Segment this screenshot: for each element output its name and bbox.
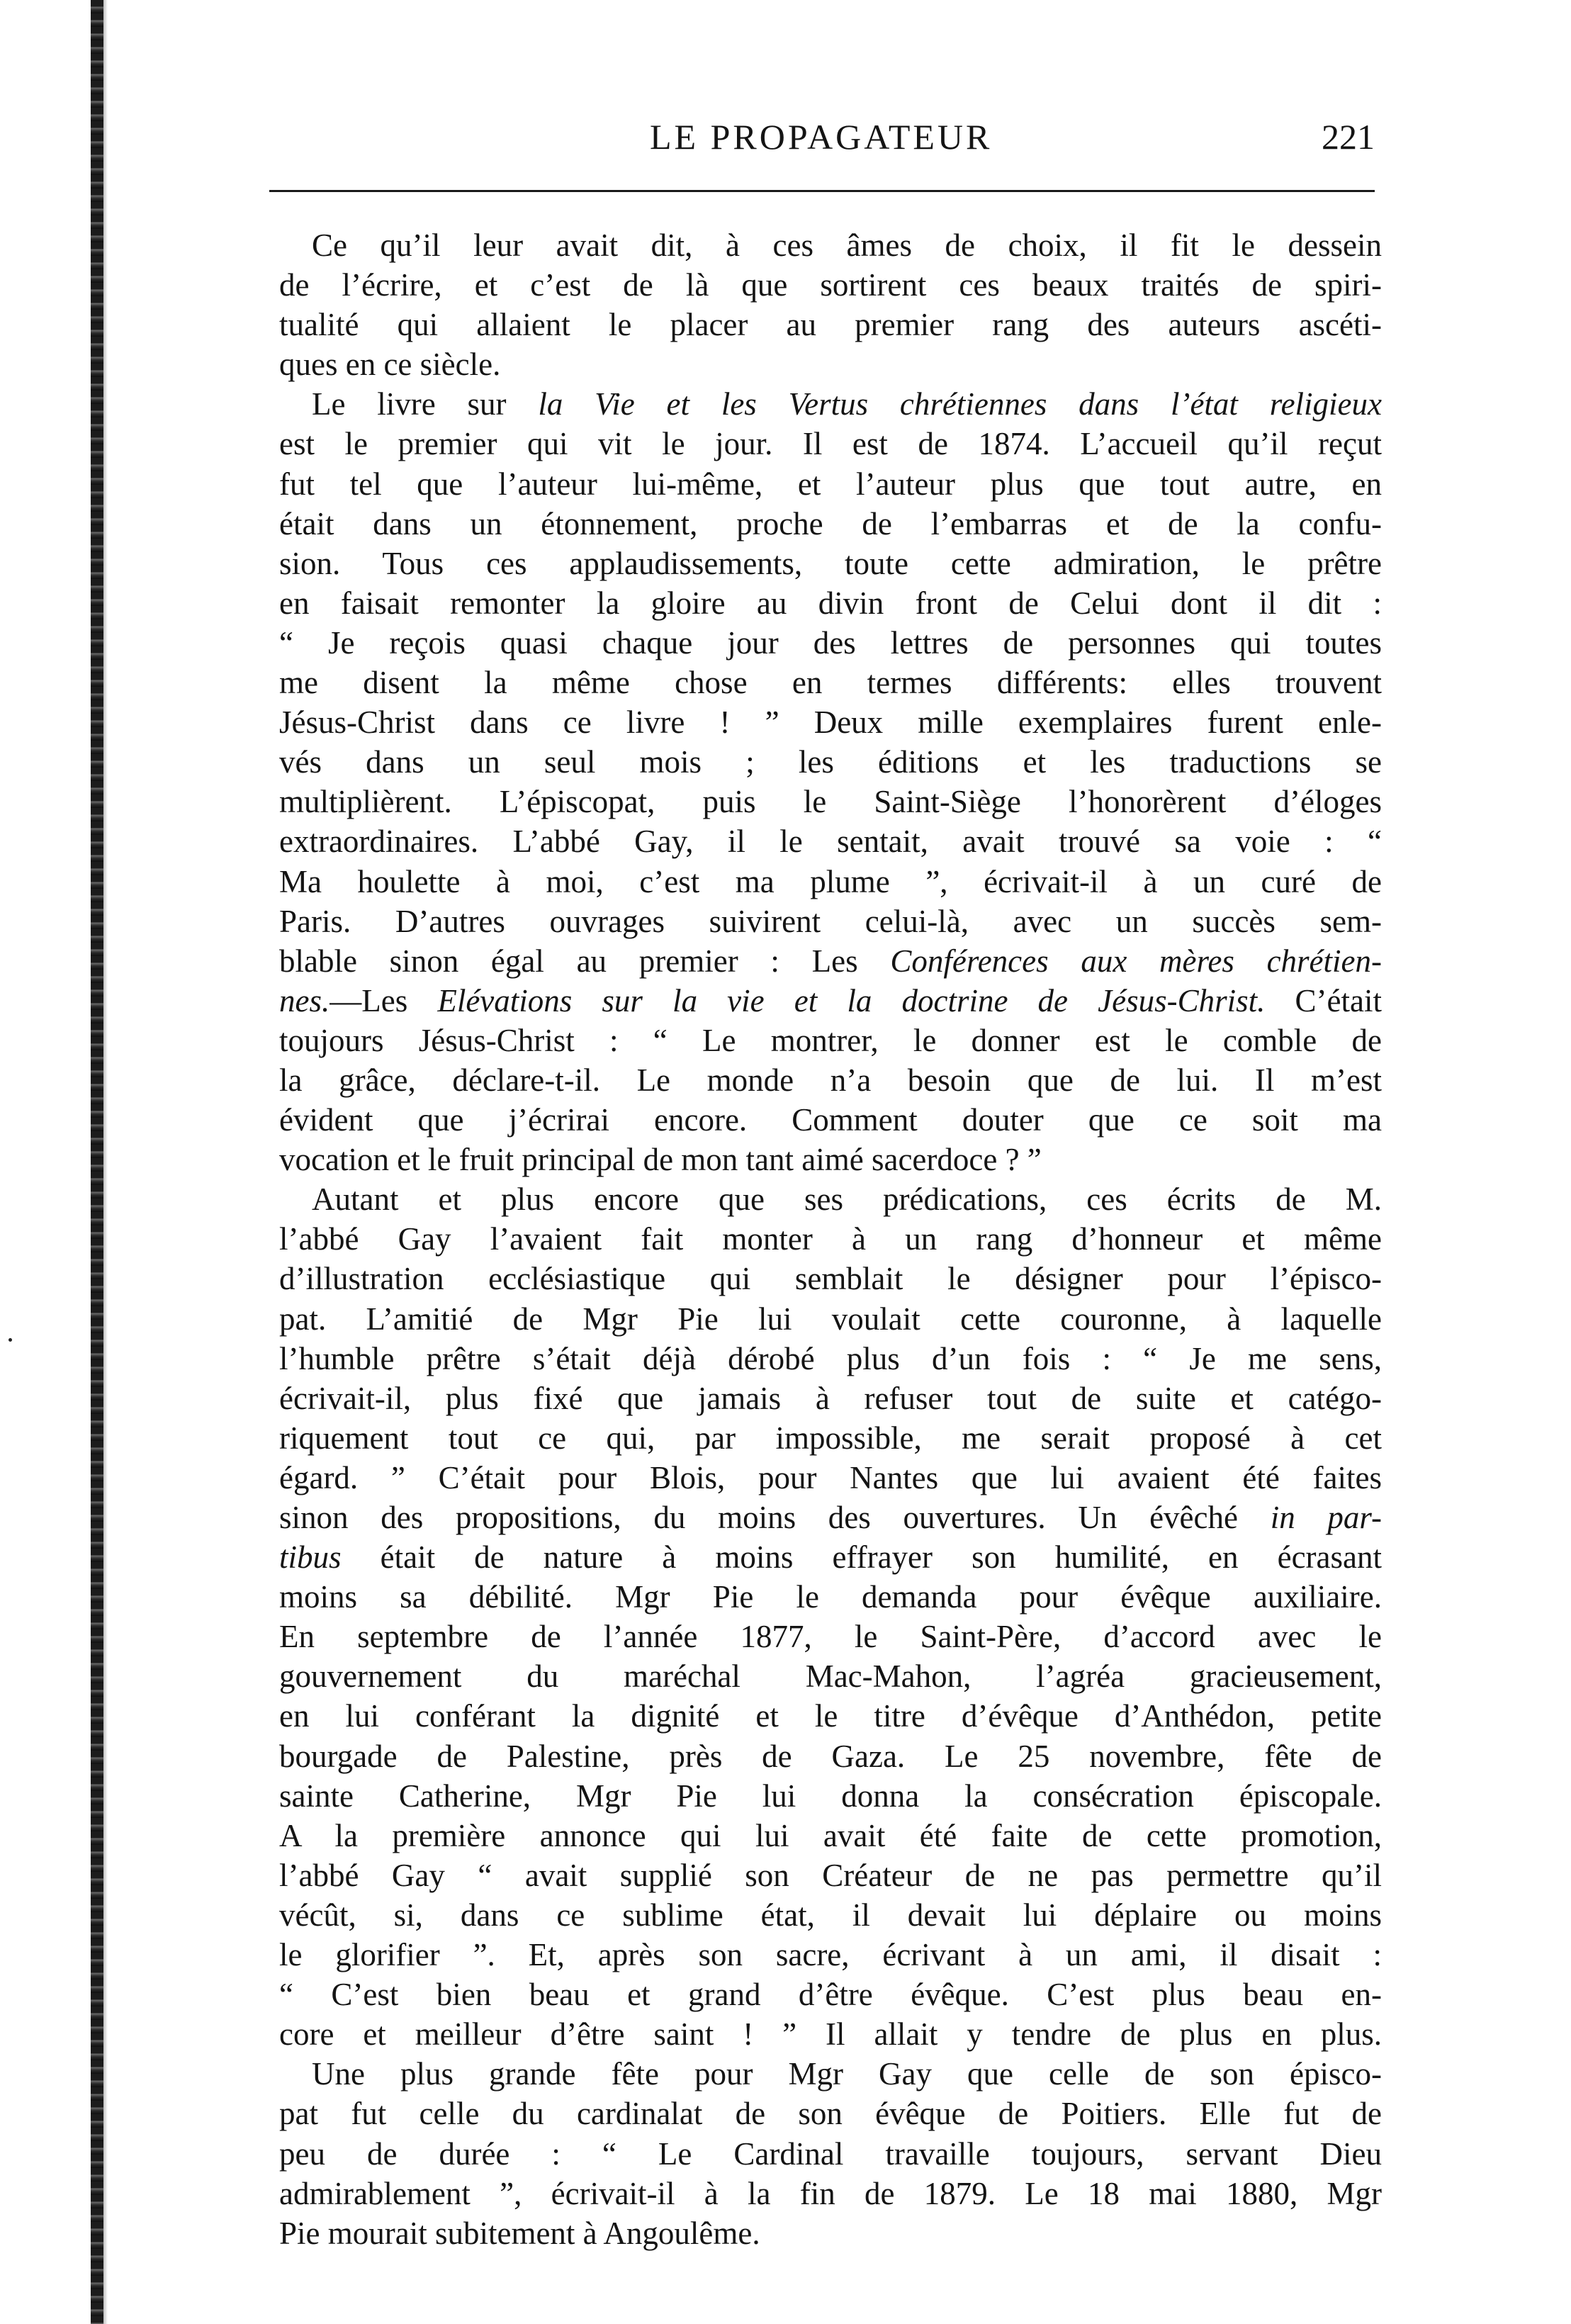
text-line [279, 2014, 1382, 2054]
line-text: —Les [330, 982, 438, 1018]
text-line [279, 1537, 1382, 1577]
text-line [279, 1935, 1382, 1975]
line-text: me disent la même chose en termes différents: elles trouvent [279, 665, 1382, 701]
page-number: 221 [1322, 117, 1375, 157]
line-text: Jésus-Christ dans ce livre ! ” Deux mille exemplaires furent enle- [279, 705, 1382, 741]
text-line [279, 2054, 1382, 2094]
line-text: Ce qu’il leur avait dit, à ces âmes de choix, il fit le dessein [312, 228, 1382, 263]
binding-edge-shadow [103, 0, 108, 2324]
text-line [279, 862, 1382, 902]
text-line [279, 941, 1382, 981]
line-text: multiplièrent. L’épiscopat, puis le Saint-Siège l’honorèrent d’éloges [279, 784, 1382, 820]
running-title: LE PROPAGATEUR [650, 117, 993, 157]
text-line [279, 663, 1382, 702]
line-text: pat fut celle du cardinalat de son évêque de Poitiers. Elle fut de [279, 2096, 1382, 2132]
text-line [279, 1816, 1382, 1856]
line-text: fut tel que l’auteur lui-même, et l’auteur plus que tout autre, en [279, 466, 1382, 502]
line-text: Une plus grande fête pour Mgr Gay que celle de son épisco- [312, 2056, 1382, 2092]
line-text: d’illustration ecclésiastique qui semblait le désigner pour l’épisco- [279, 1261, 1382, 1297]
text-line [279, 2134, 1382, 2174]
text-line [279, 583, 1382, 623]
text-line [279, 1577, 1382, 1617]
text-line [279, 2174, 1382, 2213]
line-text: l’humble prêtre s’était déjà dérobé plus d’un fois : “ Je me sens, [279, 1340, 1382, 1376]
line-text: Paris. D’autres ouvrages suivirent celui-là, avec un succès sem- [279, 903, 1382, 939]
line-text: ques en ce siècle. [279, 347, 501, 383]
text-line [279, 1458, 1382, 1498]
line-text: extraordinaires. L’abbé Gay, il le sentait, avait trouvé sa voie : “ [279, 824, 1382, 860]
text-line [279, 1975, 1382, 2014]
line-text: en faisait remonter la gloire au divin front de Celui dont il dit : [279, 585, 1382, 621]
text-line [279, 464, 1382, 504]
page-speck [9, 1338, 12, 1342]
line-text: la grâce, déclare-t-il. Le monde n’a besoin que de lui. Il m’est [279, 1062, 1382, 1098]
text-line [279, 544, 1382, 583]
text-line [279, 1656, 1382, 1696]
text-line [279, 1100, 1382, 1140]
text-line [279, 2213, 1382, 2253]
line-text: moins sa débilité. Mgr Pie le demanda pour évêque auxiliaire. [279, 1579, 1382, 1615]
text-line [279, 1339, 1382, 1379]
line-text: en lui conférant la dignité et le titre d’évêque d’Anthédon, petite [279, 1698, 1382, 1734]
line-text: C’était [1265, 982, 1382, 1018]
text-line [279, 265, 1382, 305]
line-text: Autant et plus encore que ses prédications, ces écrits de M. [312, 1181, 1382, 1218]
text-line [279, 1736, 1382, 1776]
text-line [279, 344, 1382, 384]
text-line [279, 1498, 1382, 1537]
text-line [279, 1259, 1382, 1298]
line-text: admirablement ”, écrivait-il à la fin de 1879. Le 18 mai 1880, Mgr [279, 2175, 1382, 2211]
binding-edge [91, 0, 103, 2324]
text-line [279, 1140, 1382, 1179]
body-text [279, 225, 1382, 2253]
text-line [279, 1219, 1382, 1259]
line-text: “ Je reçois quasi chaque jour des lettres de personnes qui toutes [279, 624, 1382, 661]
line-text: Le livre sur [312, 386, 539, 422]
text-line [279, 1179, 1382, 1219]
text-line [279, 305, 1382, 344]
line-text: peu de durée : “ Le Cardinal travaille toujours, servant Dieu [279, 2135, 1382, 2172]
text-line [279, 1776, 1382, 1816]
line-text: tualité qui allaient le placer au premier rang des auteurs ascéti- [279, 307, 1382, 343]
header-rule [269, 190, 1375, 192]
italic-title-text: la Vie et les Vertus chrétiennes dans l’état religieux [538, 386, 1382, 422]
text-line [279, 384, 1382, 424]
text-line [279, 902, 1382, 941]
text-line [279, 1418, 1382, 1458]
line-text: sion. Tous ces applaudissements, toute cette admiration, le prêtre [279, 545, 1382, 581]
text-line [279, 1299, 1382, 1339]
line-text: gouvernement du maréchal Mac-Mahon, l’agréa gracieusement, [279, 1658, 1382, 1695]
line-text: égard. ” C’était pour Blois, pour Nantes que lui avaient été faites [279, 1459, 1382, 1495]
line-text: A la première annonce qui lui avait été faite de cette promotion, [279, 1817, 1382, 1853]
text-line [279, 1696, 1382, 1736]
text-line [279, 981, 1382, 1021]
text-line [279, 1021, 1382, 1060]
line-text: est le premier qui vit le jour. Il est de 1874. L’accueil qu’il reçut [279, 426, 1382, 462]
italic-title-text: Elévations sur la vie et la doctrine de Jésus-Christ. [437, 982, 1266, 1018]
line-text: était de nature à moins effrayer son humilité, en écrasant [341, 1539, 1382, 1576]
italic-title-text: tibus [279, 1539, 342, 1576]
text-line [279, 225, 1382, 265]
line-text: Ma houlette à moi, c’est ma plume ”, écrivait-il à un curé de [279, 863, 1382, 899]
text-line [279, 702, 1382, 742]
line-text: l’abbé Gay l’avaient fait monter à un rang d’honneur et même [279, 1221, 1382, 1257]
line-text: évident que j’écrirai encore. Comment douter que ce soit ma [279, 1102, 1382, 1138]
line-text: blable sinon égal au premier : Les [279, 943, 891, 979]
text-line [279, 424, 1382, 464]
line-text: bourgade de Palestine, près de Gaza. Le 25 novembre, fête de [279, 1738, 1382, 1774]
line-text: En septembre de l’année 1877, le Saint-Père, d’accord avec le [279, 1619, 1382, 1655]
running-head [269, 112, 1375, 162]
line-text: “ C’est bien beau et grand d’être évêque. C’est plus beau en- [279, 1977, 1382, 2013]
text-line [279, 1895, 1382, 1935]
line-text: core et meilleur d’être saint ! ” Il allait y tendre de plus en plus. [279, 2016, 1382, 2053]
text-line [279, 1856, 1382, 1895]
line-text: de l’écrire, et c’est de là que sortirent ces beaux traités de spiri- [279, 267, 1382, 303]
line-text: Pie mourait subitement à Angoulême. [279, 2215, 760, 2251]
text-line [279, 782, 1382, 821]
italic-title-text: Conférences aux mères chrétien- [890, 943, 1382, 979]
text-line [279, 1379, 1382, 1418]
line-text: sainte Catherine, Mgr Pie lui donna la consécration épiscopale. [279, 1778, 1382, 1814]
line-text: pat. L’amitié de Mgr Pie lui voulait cette couronne, à laquelle [279, 1301, 1382, 1337]
line-text: riquement tout ce qui, par impossible, me serait proposé à cet [279, 1420, 1382, 1456]
line-text: vés dans un seul mois ; les éditions et les traductions se [279, 744, 1382, 780]
text-line [279, 1617, 1382, 1656]
text-line [279, 1060, 1382, 1100]
line-text: sinon des propositions, du moins des ouvertures. Un évêché [279, 1500, 1271, 1535]
text-line [279, 504, 1382, 544]
line-text: toujours Jésus-Christ : “ Le montrer, le donner est le comble de [279, 1022, 1382, 1058]
text-line [279, 821, 1382, 861]
text-line [279, 2094, 1382, 2133]
line-text: était dans un étonnement, proche de l’embarras et de la confu- [279, 505, 1382, 541]
line-text: écrivait-il, plus fixé que jamais à refuser tout de suite et catégo- [279, 1380, 1382, 1416]
line-text: vécût, si, dans ce sublime état, il devait lui déplaire ou moins [279, 1897, 1382, 1933]
italic-title-text: nes. [279, 982, 330, 1018]
text-line [279, 623, 1382, 663]
italic-title-text: in par- [1270, 1500, 1382, 1535]
line-text: vocation et le fruit principal de mon tant aimé sacerdoce ? ” [279, 1142, 1042, 1178]
text-line [279, 742, 1382, 782]
line-text: le glorifier ”. Et, après son sacre, écrivant à un ami, il disait : [279, 1937, 1382, 1973]
line-text: l’abbé Gay “ avait supplié son Créateur de ne pas permettre qu’il [279, 1857, 1382, 1893]
